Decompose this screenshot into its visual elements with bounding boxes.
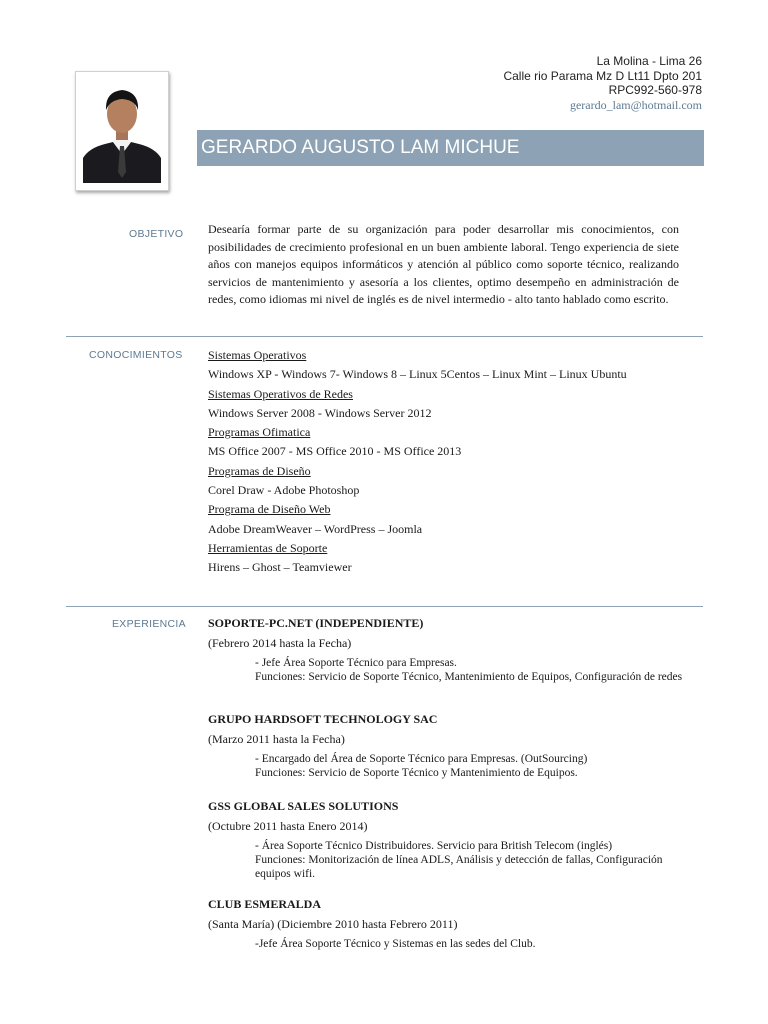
experience-entry xyxy=(208,711,698,780)
skill-group xyxy=(208,423,698,462)
skill-heading: Programas de Diseño xyxy=(208,463,311,478)
employment-dates: (Febrero 2014 hasta la Fecha) xyxy=(208,636,352,650)
section-divider xyxy=(66,336,703,337)
contact-email-link[interactable]: gerardo_lam@hotmail.com xyxy=(569,97,702,112)
section-divider xyxy=(66,606,703,607)
job-description xyxy=(255,752,695,780)
employment-dates: (Marzo 2011 hasta la Fecha) xyxy=(208,732,345,746)
company-name: CLUB ESMERALDA xyxy=(208,897,322,911)
job-description xyxy=(255,839,695,881)
job-description-line: Funciones: Servicio de Soporte Técnico y Mantenimiento de Equipos. xyxy=(255,767,578,779)
job-description-line: - Jefe Área Soporte Técnico para Empresas. xyxy=(255,657,457,669)
skill-heading: Programa de Diseño Web xyxy=(208,502,331,517)
job-description-line: -Jefe Área Soporte Técnico y Sistemas en las sedes del Club. xyxy=(255,938,536,950)
skill-group xyxy=(208,500,698,539)
skill-group xyxy=(208,385,698,424)
contact-info xyxy=(503,54,702,112)
contact-address-line: La Molina - Lima 26 xyxy=(596,54,702,68)
experience-entry xyxy=(208,798,698,881)
skill-items: Adobe DreamWeaver – WordPress – Joomla xyxy=(208,521,423,536)
section-label-conocimientos: CONOCIMIENTOS xyxy=(89,349,183,361)
objective-paragraph: Desearía formar parte de su organización para poder desarrollar mis conocimientos, con posibilidades de crecimiento profesional en un buen ambiente laboral. Tengo experiencia de siete años con manejos equipos informáticos y atención al público como soporte técnico, realizando servicios de mantenimiento y asesoría a los clientes, optimo desempeño en administración de redes, como idiomas mi nivel de inglés es de nivel intermedio - alto tanto hablado como escrito. xyxy=(208,222,679,307)
company-name: GSS GLOBAL SALES SOLUTIONS xyxy=(208,799,399,813)
contact-phone: RPC992-560-978 xyxy=(608,83,702,97)
contact-street-line: Calle rio Parama Mz D Lt11 Dpto 201 xyxy=(503,68,702,83)
employment-dates: (Santa María) (Diciembre 2010 hasta Febrero 2011) xyxy=(208,917,458,931)
skill-heading: Sistemas Operativos de Redes xyxy=(208,386,353,401)
skill-heading: Sistemas Operativos xyxy=(208,348,307,362)
employment-dates: (Octubre 2011 hasta Enero 2014) xyxy=(208,819,368,833)
section-label-experiencia: EXPERIENCIA xyxy=(112,618,186,630)
company-name: SOPORTE-PC.NET (INDEPENDIENTE) xyxy=(208,616,424,630)
job-description-line: - Encargado del Área de Soporte Técnico para Empresas. (OutSourcing) xyxy=(255,753,588,765)
skill-group xyxy=(208,346,698,385)
job-description xyxy=(255,656,695,684)
skill-items: Corel Draw - Adobe Photoshop xyxy=(208,483,360,498)
skill-items: Windows Server 2008 - Windows Server 2012 xyxy=(208,405,432,420)
job-description-line: - Área Soporte Técnico Distribuidores. Servicio para British Telecom (inglés) xyxy=(255,840,613,852)
skill-items: Windows XP - Windows 7- Windows 8 – Linux 5Centos – Linux Mint – Linux Ubuntu xyxy=(208,367,627,382)
name-banner: GERARDO AUGUSTO LAM MICHUE xyxy=(197,130,704,166)
company-name: GRUPO HARDSOFT TECHNOLOGY SAC xyxy=(208,712,438,726)
profile-photo xyxy=(75,71,169,191)
person-portrait-icon xyxy=(83,80,161,183)
skill-group xyxy=(208,462,698,501)
skills-list xyxy=(208,346,698,578)
experience-entry xyxy=(208,896,698,951)
job-description xyxy=(255,937,695,951)
section-label-objetivo: OBJETIVO xyxy=(129,228,184,240)
skill-items: Hirens – Ghost – Teamviewer xyxy=(208,560,352,575)
skill-heading: Herramientas de Soporte xyxy=(208,540,328,555)
job-description-line: Funciones: Monitorización de línea ADLS, Análisis y detección de fallas, Configuración equipos wifi. xyxy=(255,854,663,880)
skill-group xyxy=(208,539,698,578)
skill-items: MS Office 2007 - MS Office 2010 - MS Office 2013 xyxy=(208,444,462,459)
skill-heading: Programas Ofimatica xyxy=(208,425,311,440)
experience-entry xyxy=(208,615,698,684)
job-description-line: Funciones: Servicio de Soporte Técnico, Mantenimiento de Equipos, Configuración de redes xyxy=(255,671,683,683)
